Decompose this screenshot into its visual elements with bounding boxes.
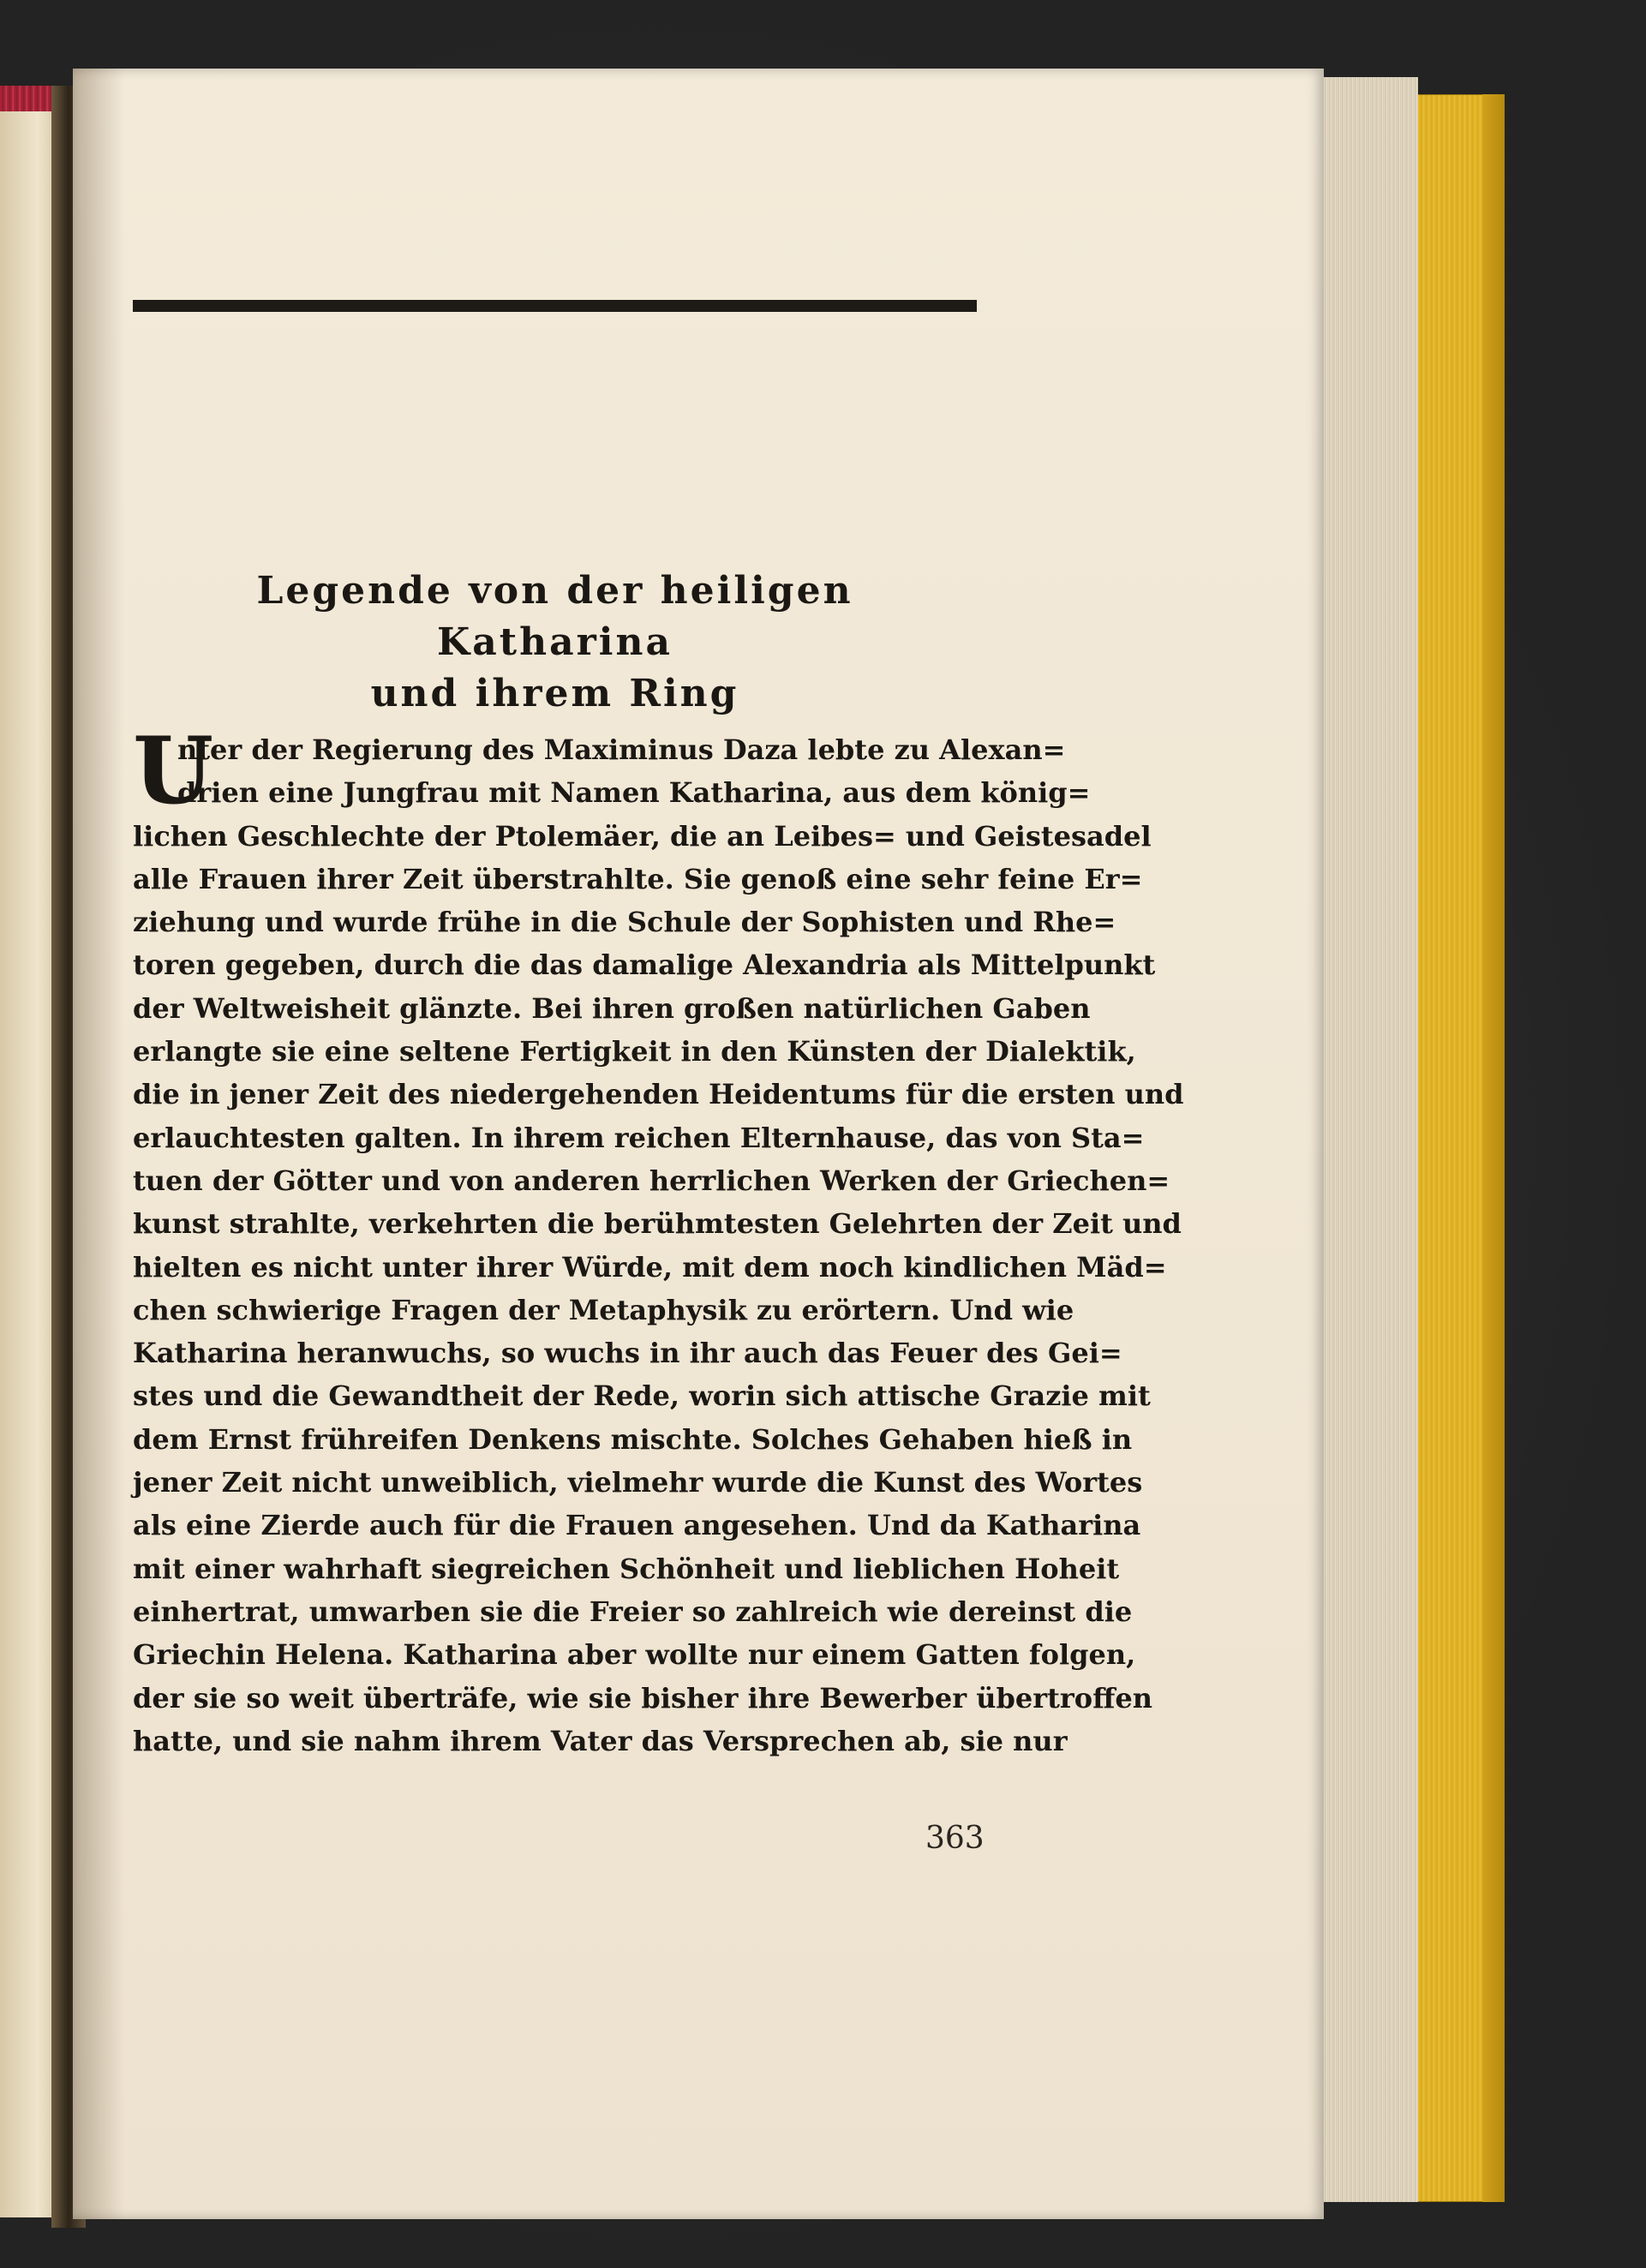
header-rule	[133, 300, 977, 312]
text-line: hielten es nicht unter ihrer Würde, mit dem noch kindlichen Mäd=	[133, 1250, 1167, 1284]
text-line: dem Ernst frühreifen Denkens mischte. Solches Gehaben hieß in	[133, 1422, 1133, 1456]
body-text	[133, 717, 1184, 1762]
text-line: alle Frauen ihrer Zeit überstrahlte. Sie genoß eine sehr feine Er=	[133, 862, 1143, 895]
drop-cap: U	[133, 717, 214, 825]
text-line: chen schwierige Fragen der Metaphysik zu erörtern. Und wie	[133, 1293, 1074, 1326]
page-number: 363	[925, 1821, 985, 1856]
text-line: ziehung und wurde frühe in die Schule der Sophisten und Rhe=	[133, 906, 1116, 939]
chapter-title-line-1: Legende von der heiligen Katharina	[256, 569, 853, 664]
text-line: tuen der Götter und von anderen herrlichen Werken der Griechen=	[133, 1164, 1170, 1197]
text-line: erlangte sie eine seltene Fertigkeit in den Künsten der Dialektik,	[133, 1035, 1136, 1068]
text-line: drien eine Jungfrau mit Namen Katharina, aus dem könig=	[177, 776, 1091, 810]
text-line: Griechin Helena. Katharina aber wollte nur einem Gatten folgen,	[133, 1638, 1136, 1672]
text-line: nter der Regierung des Maximinus Daza lebte zu Alexan=	[177, 733, 1066, 766]
chapter-title-line-2: und ihrem Ring	[370, 672, 739, 715]
text-line: stes und die Gewandtheit der Rede, worin sich attische Grazie mit	[133, 1379, 1151, 1413]
text-line: jener Zeit nicht unweiblich, vielmehr wurde die Kunst des Wortes	[133, 1466, 1143, 1499]
text-line: Katharina heranwuchs, so wuchs in ihr auch das Feuer des Gei=	[133, 1337, 1122, 1370]
text-line: als eine Zierde auch für die Frauen angesehen. Und da Katharina	[133, 1509, 1141, 1542]
book-cover-edge	[1482, 94, 1505, 2202]
text-line: toren gegeben, durch die das damalige Alexandria als Mittelpunkt	[133, 948, 1156, 982]
text-line: hatte, und sie nahm ihrem Vater das Versprechen ab, sie nur	[133, 1724, 1068, 1757]
text-line: einhertrat, umwarben sie die Freier so zahlreich wie dereinst die	[133, 1595, 1133, 1628]
page-shadow	[73, 69, 124, 2219]
text-line: erlauchtesten galten. In ihrem reichen Elternhause, das von Sta=	[133, 1121, 1145, 1154]
text-line: der sie so weit überträfe, wie sie bisher ihre Bewerber übertroffen	[133, 1681, 1152, 1714]
chapter-title	[133, 566, 977, 720]
text-line: mit einer wahrhaft siegreichen Schönheit und lieblichen Hoheit	[133, 1552, 1120, 1585]
text-line: lichen Geschlechte der Ptolemäer, die an Leibes= und Geistesadel	[133, 819, 1152, 853]
text-line: kunst strahlte, verkehrten die berühmtesten Gelehrten der Zeit und	[133, 1207, 1182, 1241]
text-line: der Weltweisheit glänzte. Bei ihren großen natürlichen Gaben	[133, 991, 1091, 1025]
page-edges	[1315, 77, 1418, 2202]
text-line: die in jener Zeit des niedergehenden Heidentums für die ersten und	[133, 1078, 1184, 1111]
